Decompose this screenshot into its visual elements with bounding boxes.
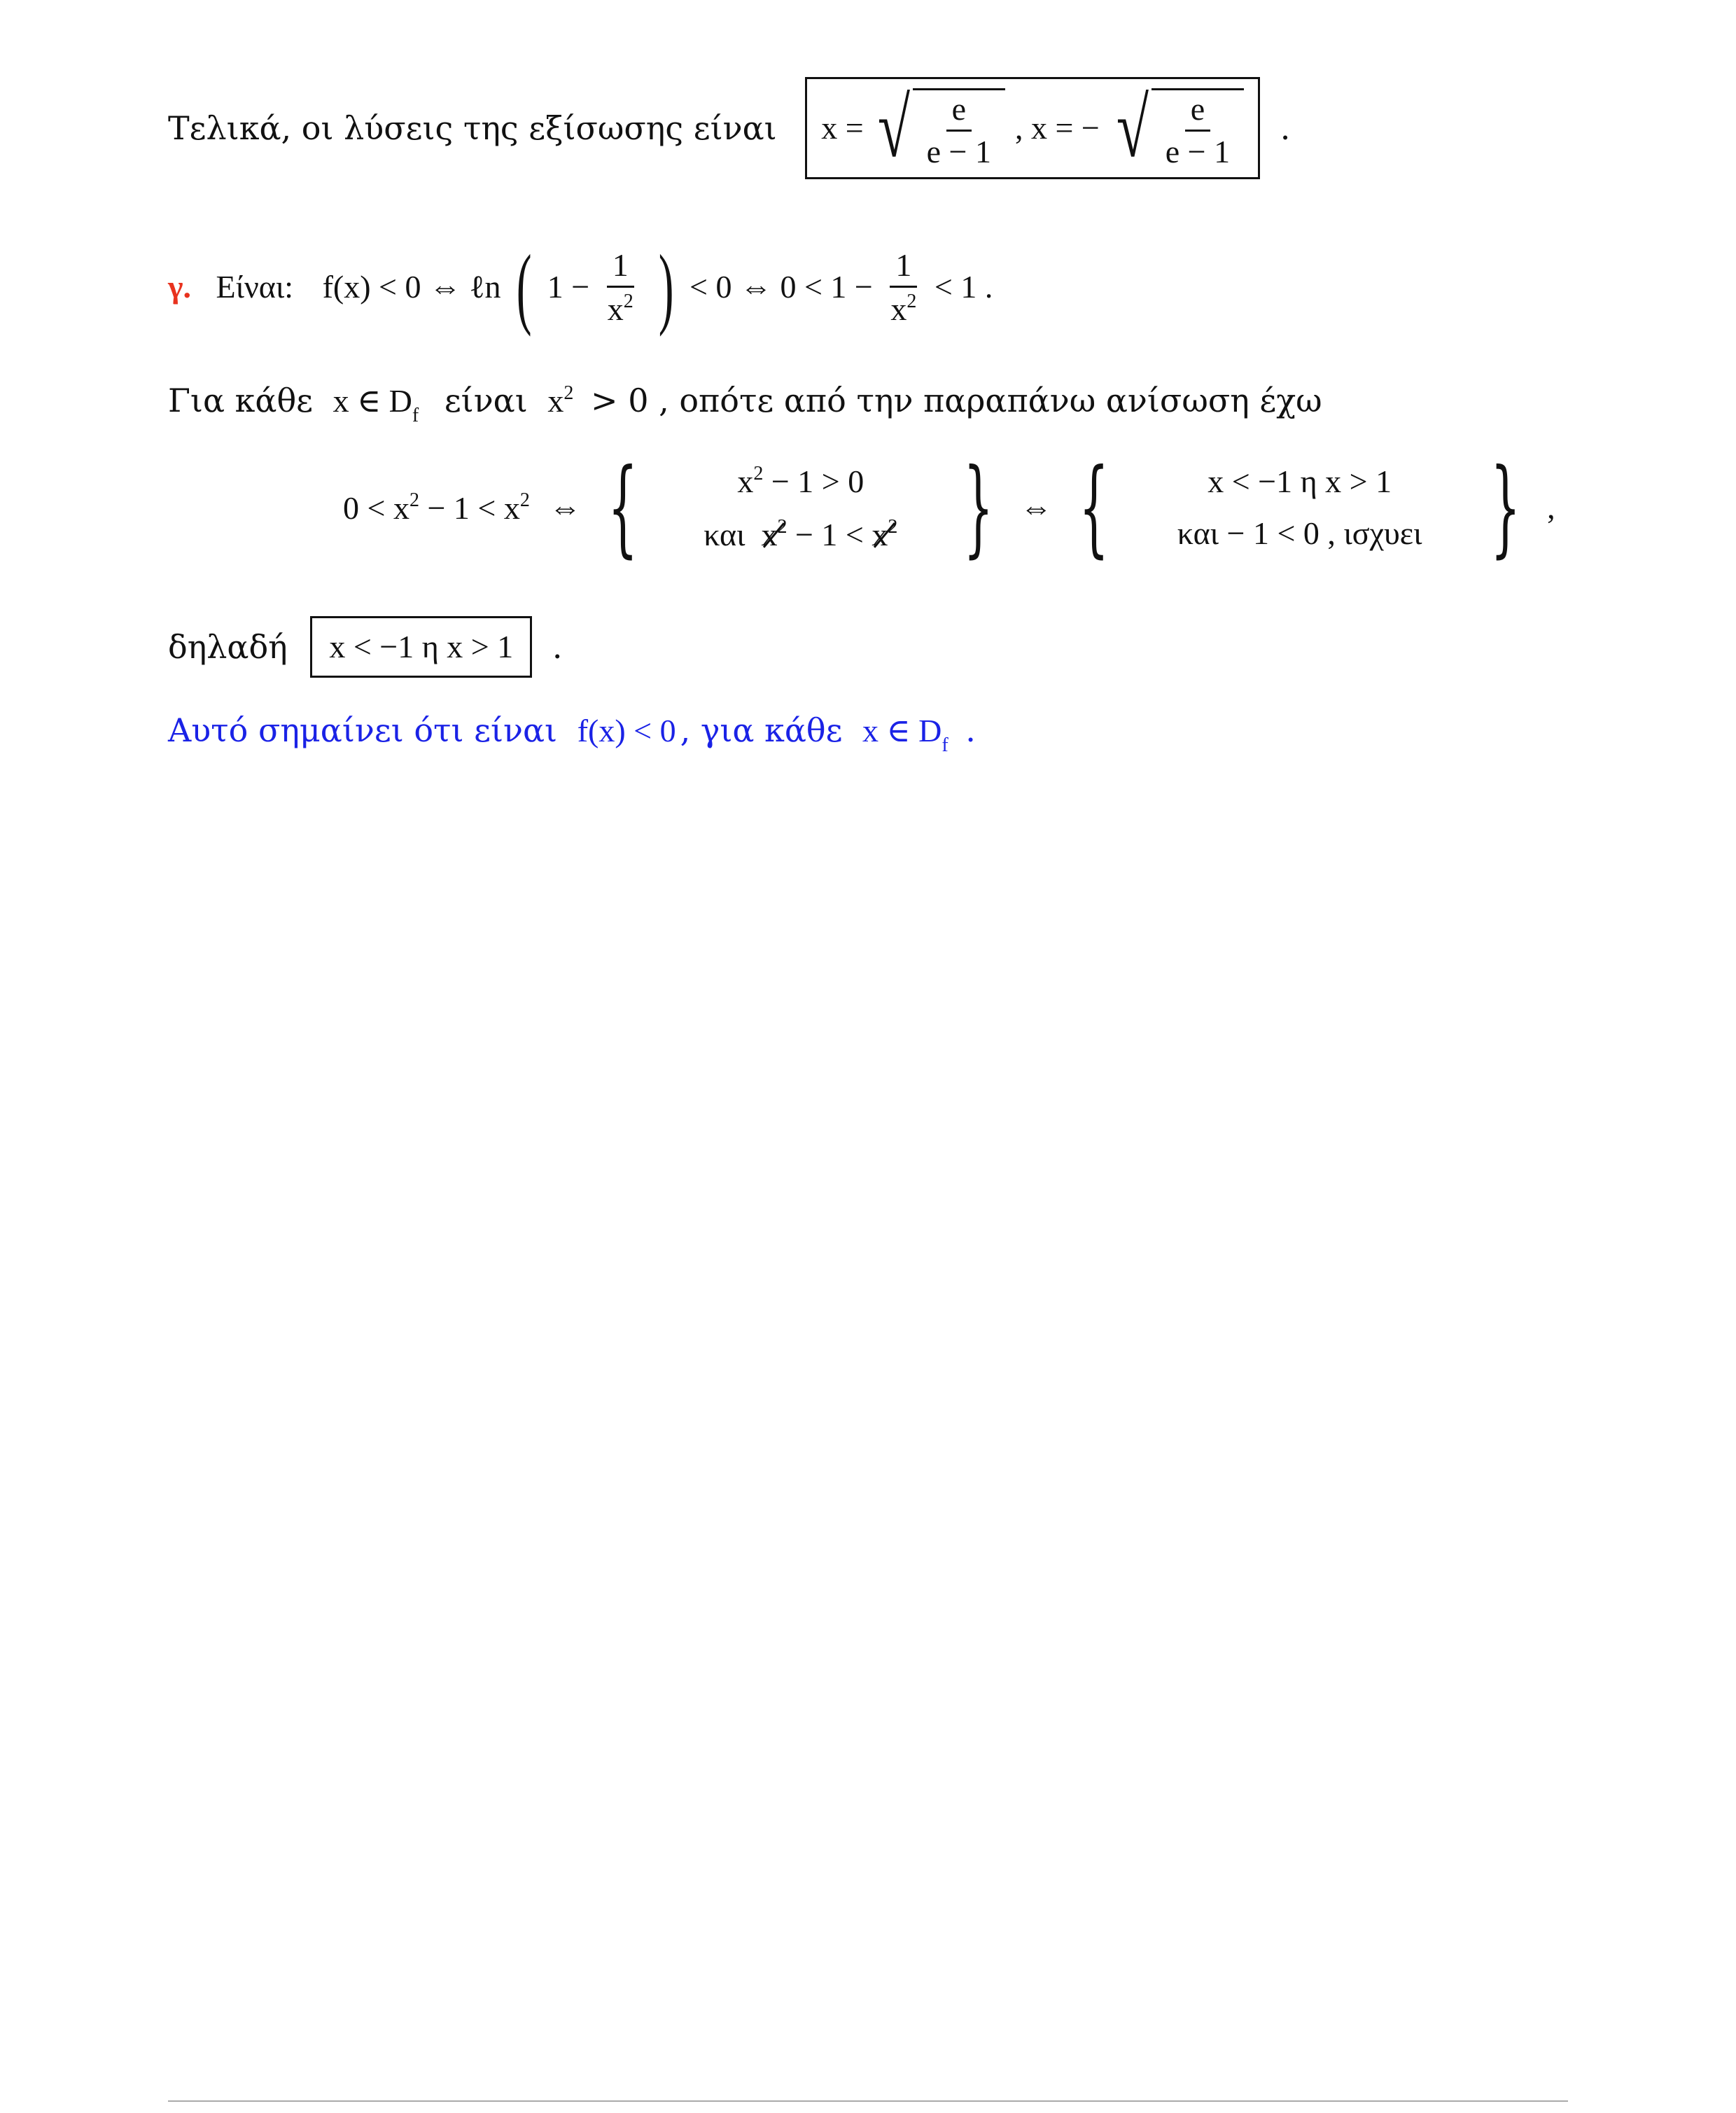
exponent-8: 2 bbox=[888, 516, 898, 538]
exponent-7: 2 bbox=[777, 516, 788, 538]
fraction-numerator: e bbox=[946, 93, 972, 132]
domain-line bbox=[168, 384, 1322, 426]
result-period: . bbox=[552, 628, 563, 666]
system-1 bbox=[664, 464, 937, 551]
sys2-row1: x < −1 η x > 1 bbox=[1208, 463, 1392, 499]
fraction-denominator-2: e − 1 bbox=[1165, 134, 1231, 169]
iff-symbol: ⇔ bbox=[549, 489, 582, 525]
conclusion-text-c: , για κάθε bbox=[680, 711, 843, 749]
x-var: x bbox=[547, 383, 564, 419]
ln-expression: f(x) < 0 ⇔ ℓn bbox=[322, 269, 501, 305]
exponent-5: 2 bbox=[519, 489, 530, 511]
result-box: x < −1 η x > 1 bbox=[310, 616, 532, 678]
exponent: 2 bbox=[623, 290, 634, 312]
conclusion-line bbox=[168, 711, 976, 756]
result-text: δηλαδή bbox=[168, 628, 288, 666]
inequality-end: < 1 . bbox=[934, 269, 993, 305]
solutions-box bbox=[805, 77, 1260, 179]
result-line bbox=[168, 616, 563, 678]
part-label: γ. bbox=[168, 269, 192, 305]
inner-fraction-x: x bbox=[607, 291, 624, 327]
exponent-3: 2 bbox=[564, 382, 574, 404]
solutions-separator: , x = − bbox=[1014, 110, 1100, 146]
cancelled-x-left: x bbox=[761, 517, 778, 552]
sys1-row2-mid: − 1 < bbox=[794, 517, 864, 552]
fraction-numerator-2: e bbox=[1185, 93, 1210, 132]
conclusion-inequality: f(x) < 0 bbox=[577, 713, 676, 748]
second-fraction-numerator: 1 bbox=[890, 249, 917, 288]
sys1-x: x bbox=[737, 463, 754, 499]
is-text: είναι bbox=[444, 382, 528, 419]
system-line: $0 < x^2 - 1 < x^2$ ⇔ { $x^2 - 1 > 0$ και $x^2 - 1 < x^2$ } ⇔ { x < −1 η x > 1 και − 1 < 0 , ισχυει } , bbox=[343, 447, 1555, 569]
system-comma: , bbox=[1547, 489, 1555, 525]
sys2-row2: και − 1 < 0 , ισχυει bbox=[1177, 515, 1422, 551]
system-lhs-a: 0 < x bbox=[343, 490, 410, 526]
sys1-and: και bbox=[704, 517, 746, 552]
x-in-domain: x ∈ D bbox=[332, 383, 412, 419]
footer-rule bbox=[168, 2100, 1568, 2102]
inner-fraction-numerator: 1 bbox=[607, 249, 634, 288]
cancelled-x-right: x bbox=[872, 517, 888, 552]
system-2 bbox=[1135, 463, 1464, 551]
exponent-2: 2 bbox=[906, 290, 917, 312]
system-lhs-b: − 1 < x bbox=[427, 490, 520, 526]
sys1-row1: − 1 > 0 bbox=[771, 463, 864, 499]
sqrt-positive: √ $\frac{e}{e - 1}$ bbox=[871, 86, 1005, 170]
sqrt-negative: √ $\frac{e}{e - 1}$ bbox=[1110, 86, 1244, 170]
part-intro: Είναι: bbox=[216, 269, 294, 305]
part-gamma-line: γ. Είναι: f(x) < 0 ⇔ ℓn ( 1 − $\frac{1}{x^2}$ ) < 0 ⇔ 0 < 1 − $\frac{1}{x^2}$ < 1 . bbox=[168, 237, 993, 337]
solutions-text: Τελικά, οι λύσεις της εξίσωσης είναι bbox=[168, 109, 777, 147]
domain-subscript: f bbox=[412, 405, 419, 426]
conclusion-text-a: Αυτό σημαίνει ότι είναι bbox=[168, 711, 558, 749]
one-minus: 1 − bbox=[547, 269, 590, 305]
for-every-text: Για κάθε bbox=[168, 382, 313, 419]
inequality-chain: < 0 ⇔ 0 < 1 − bbox=[690, 269, 873, 305]
exponent-6: 2 bbox=[753, 463, 764, 484]
conclusion-period: . bbox=[965, 711, 976, 749]
exponent-4: 2 bbox=[409, 489, 419, 511]
second-fraction-x: x bbox=[890, 291, 907, 327]
conclusion-subscript: f bbox=[941, 734, 948, 756]
iff-symbol-2: ⇔ bbox=[1020, 489, 1053, 525]
fraction-denominator: e − 1 bbox=[926, 134, 991, 169]
x-equals: x = bbox=[821, 110, 864, 146]
conclusion-domain: x ∈ D bbox=[862, 713, 942, 748]
solutions-period: . bbox=[1280, 109, 1291, 147]
domain-conclusion-text: > 0 , οπότε από την παραπάνω ανίσωση έχω bbox=[591, 382, 1322, 419]
solutions-line bbox=[168, 77, 1290, 179]
